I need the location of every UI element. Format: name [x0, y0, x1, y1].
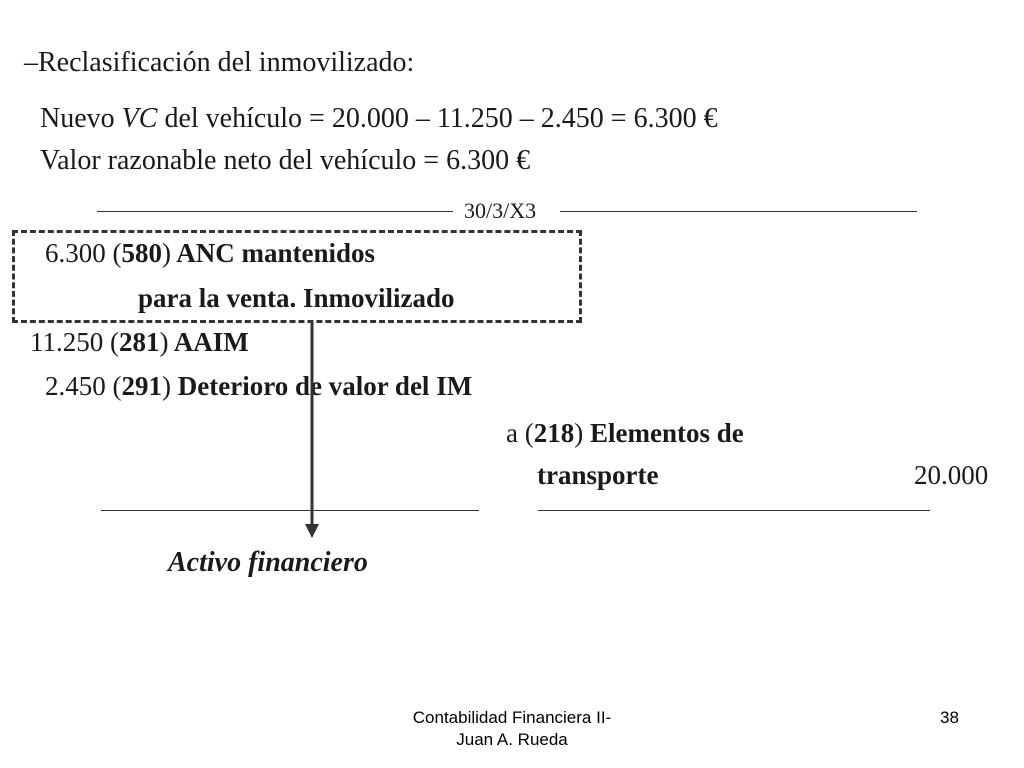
journal-close-rule-left [101, 510, 479, 511]
entry-580-desc-cont: para la venta. Inmovilizado [138, 283, 455, 313]
journal-date: 30/3/X3 [464, 198, 537, 223]
entry-281-code: 281 [119, 327, 160, 357]
down-arrow-icon [300, 318, 324, 540]
footer-course: Contabilidad Financiera II- [412, 708, 612, 727]
new-vc-formula: del vehículo = 20.000 – 11.250 – 2.450 = 6.300 € [157, 103, 718, 134]
annotation-label: Activo financiero [168, 547, 368, 578]
entry-281-amount: 11.250 ( [30, 327, 119, 357]
entry-580-close: ) [162, 238, 171, 268]
journal-entry-580 [45, 237, 375, 269]
fair-value-line: Valor razonable neto del vehículo = 6.300 € [40, 145, 531, 176]
entry-580-desc: ANC mantenidos [171, 238, 376, 268]
journal-entry-291 [45, 370, 472, 402]
new-vc-line [40, 102, 718, 136]
slide-heading [24, 46, 414, 80]
new-vc-prefix: Nuevo [40, 103, 122, 134]
entry-580-code: 580 [121, 238, 162, 268]
journal-rule-right [560, 211, 917, 212]
entry-218-close: ) [574, 418, 584, 448]
heading-text: Reclasificación del inmovilizado: [38, 47, 415, 78]
entry-281-desc: AAIM [168, 327, 249, 357]
page-number: 38 [940, 708, 959, 727]
heading-dash: – [24, 47, 38, 78]
journal-entry-281 [30, 326, 249, 358]
entry-291-amount: 2.450 ( [45, 371, 122, 401]
journal-entry-218 [506, 417, 744, 449]
entry-291-code: 291 [121, 371, 162, 401]
vc-abbrev: VC [121, 103, 158, 134]
entry-218-prefix: a ( [506, 418, 534, 448]
entry-580-amount: 6.300 ( [45, 238, 122, 268]
slide-footer [396, 707, 628, 751]
journal-close-rule-right [538, 510, 930, 511]
entry-291-desc: Deterioro de valor del IM [171, 371, 473, 401]
entry-218-desc: Elementos de [583, 418, 744, 448]
entry-218-amount: 20.000 [914, 460, 989, 490]
footer-author: Juan A. Rueda [456, 730, 568, 749]
entry-218-desc-cont: transporte [537, 460, 659, 490]
entry-281-close: ) [159, 327, 169, 357]
entry-218-code: 218 [533, 418, 575, 448]
journal-rule-left [97, 211, 453, 212]
entry-291-close: ) [162, 371, 171, 401]
